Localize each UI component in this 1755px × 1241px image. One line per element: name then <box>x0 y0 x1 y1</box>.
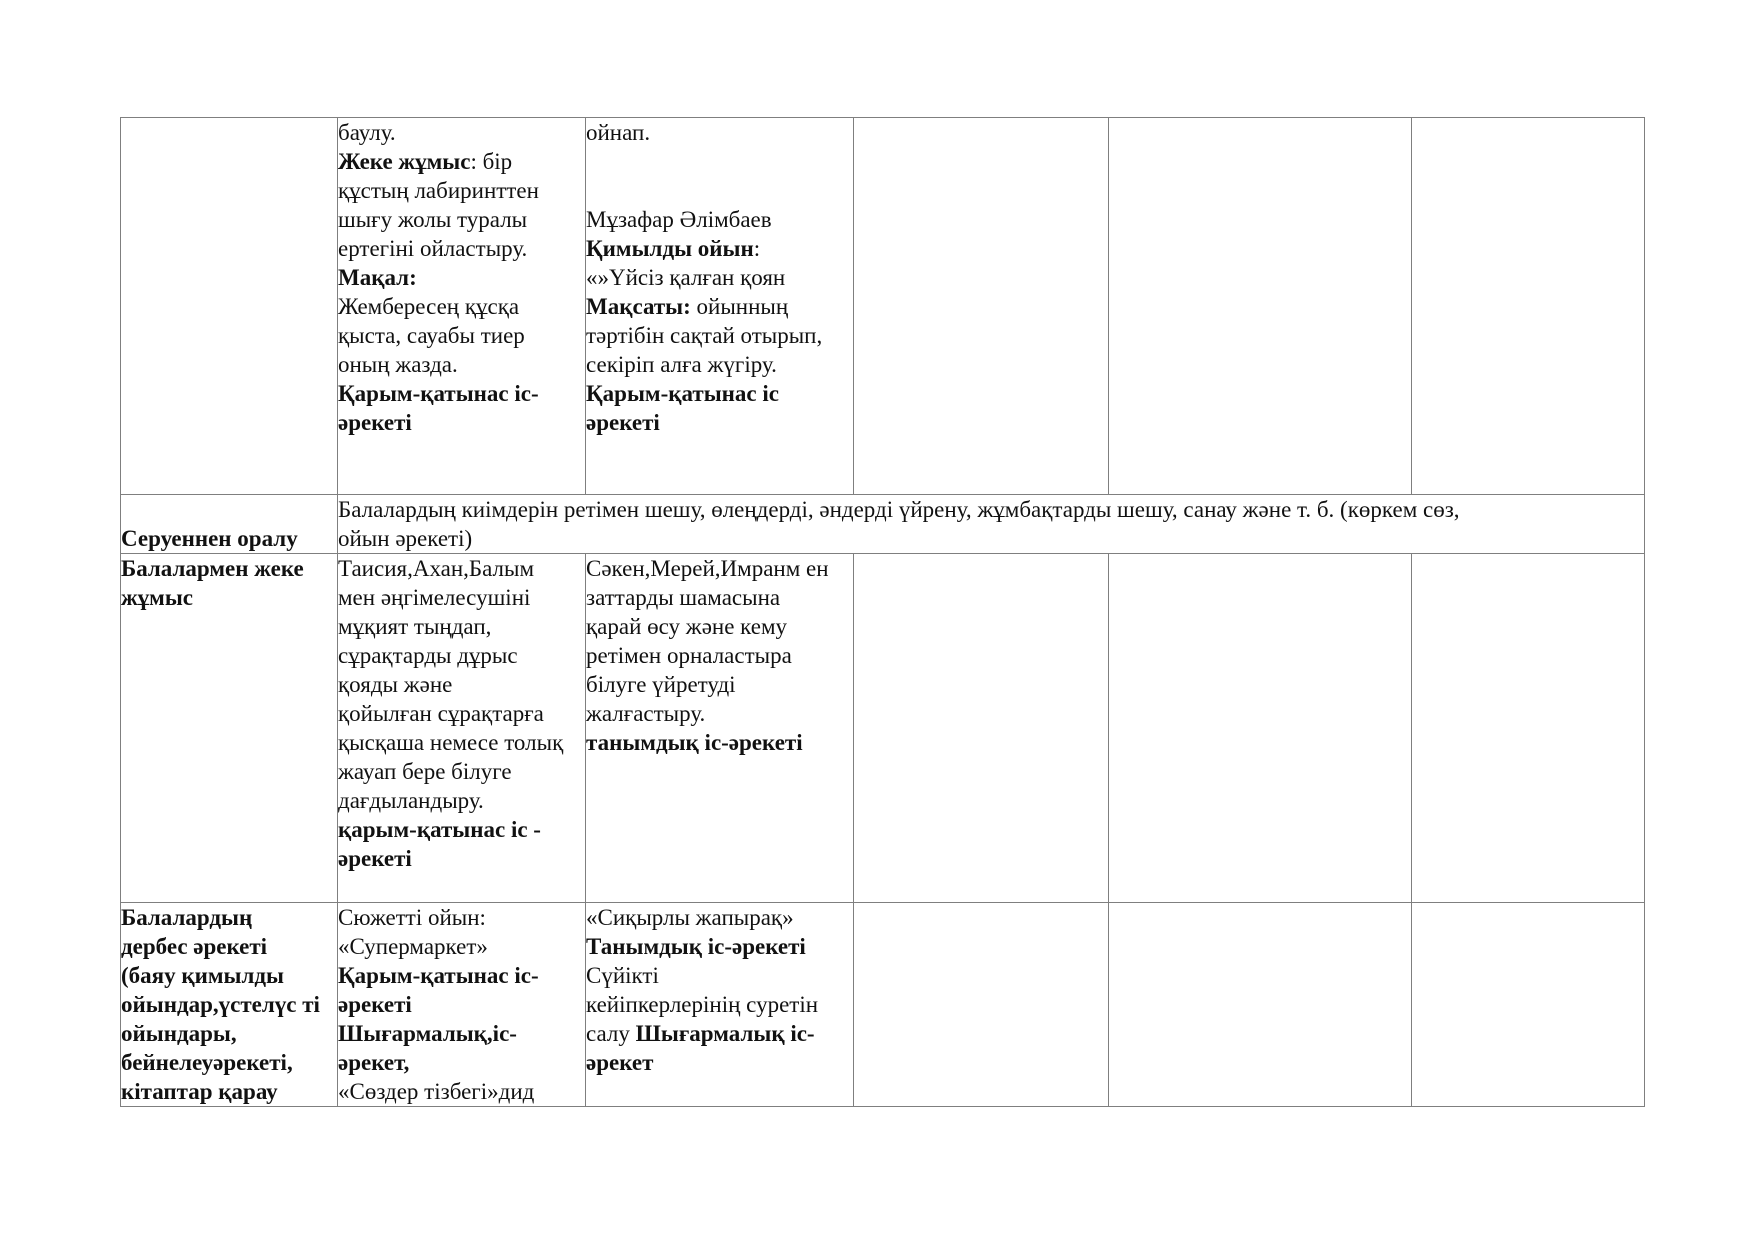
text-line <box>586 583 853 612</box>
activity-cell <box>586 903 854 1107</box>
text-line <box>586 350 853 379</box>
text-line <box>338 205 585 234</box>
text-run: қояды және <box>338 672 453 697</box>
text-run: Таисия,Ахан,Балым <box>338 556 535 581</box>
text-line <box>338 757 585 786</box>
row-label-cell <box>121 554 338 903</box>
table-row <box>121 903 1645 1107</box>
text-line <box>586 147 853 176</box>
text-line <box>338 844 585 873</box>
text-line <box>338 1019 585 1048</box>
empty-cell <box>854 903 1109 1107</box>
text-run: «Сөздер тізбегі»дид <box>338 1079 535 1104</box>
row-label: ойындары, <box>121 1021 237 1046</box>
text-line <box>338 176 585 205</box>
text-line <box>586 118 853 147</box>
row-label-cell <box>121 495 338 554</box>
bold-text: Шығармалық іс- <box>635 1021 815 1046</box>
text-run: Сәкен,Мерей,Имранм ен <box>586 556 829 581</box>
empty-cell <box>1412 903 1645 1107</box>
bold-text: қарым-қатынас іс - <box>338 817 541 842</box>
text-line <box>338 234 585 263</box>
activity-cell <box>586 554 854 903</box>
text-line <box>586 728 853 757</box>
text-run: ертегіні ойластыру. <box>338 236 528 261</box>
bold-text: танымдық іс-әрекеті <box>586 730 803 755</box>
text-line <box>338 728 585 757</box>
text-run: оның жазда. <box>338 352 458 377</box>
text-line <box>586 903 853 932</box>
bold-text: Мақал: <box>338 265 417 290</box>
text-run: кейіпкерлерінің суретін <box>586 992 819 1017</box>
row-label: бейнелеуәрекеті, <box>121 1050 293 1075</box>
text-run: «Супермаркет» <box>338 934 488 959</box>
row-label: жұмыс <box>121 585 194 610</box>
table-row <box>121 495 1645 554</box>
text-line <box>338 379 585 408</box>
text-line <box>338 118 585 147</box>
bold-text: Қарым-қатынас іс- <box>338 963 539 988</box>
bold-text: Мақсаты: <box>586 294 691 319</box>
row-label: дербес әрекеті <box>121 934 268 959</box>
text-line <box>338 321 585 350</box>
text-line <box>586 379 853 408</box>
bold-text: Қарым-қатынас іс- <box>338 381 539 406</box>
text-line <box>338 1048 585 1077</box>
table-row <box>121 554 1645 903</box>
bold-text: Қарым-қатынас іс <box>586 381 779 406</box>
text-run: секіріп алға жүгіру. <box>586 352 777 377</box>
bold-text: әрекеті <box>338 846 412 871</box>
text-line <box>586 961 853 990</box>
text-line <box>586 554 853 583</box>
text-line <box>338 786 585 815</box>
empty-cell <box>1109 554 1412 903</box>
row-label: (баяу қимылды <box>121 963 284 988</box>
row-label: Балалардың <box>121 905 253 930</box>
row-label: Балалармен жеке <box>121 556 304 581</box>
text-line <box>338 612 585 641</box>
text-line <box>586 932 853 961</box>
text-line <box>586 205 853 234</box>
row-label: ойындар,үстелүс ті <box>121 992 320 1017</box>
row-label-cell <box>121 118 338 495</box>
text-line <box>586 408 853 437</box>
text-run: құстың лабиринттен <box>338 178 539 203</box>
activity-cell <box>338 903 586 1107</box>
bold-text: Танымдық іс-әрекеті <box>586 934 806 959</box>
text-run: мен әңгімелесушіні <box>338 585 531 610</box>
text-line <box>586 670 853 699</box>
text-run: қыста, сауабы тиер <box>338 323 525 348</box>
text-line <box>338 350 585 379</box>
text-run: шығу жолы туралы <box>338 207 528 232</box>
text-run: ойнап. <box>586 120 651 145</box>
empty-cell <box>1109 118 1412 495</box>
bold-text: әрекеті <box>586 410 660 435</box>
bold-text: әрекеті <box>338 992 412 1017</box>
empty-cell <box>854 554 1109 903</box>
activity-text: ойын әрекеті) <box>338 526 473 551</box>
text-line <box>338 699 585 728</box>
bold-text: Қимылды ойын <box>586 236 754 261</box>
text-line <box>586 990 853 1019</box>
text-line <box>338 961 585 990</box>
text-run: сұрақтарды дұрыс <box>338 643 518 668</box>
text-line <box>586 699 853 728</box>
text-line <box>338 815 585 844</box>
text-run: мұқият тыңдап, <box>338 614 492 639</box>
row-label-cell <box>121 903 338 1107</box>
merged-activity-cell <box>338 495 1645 554</box>
text-run: қысқаша немесе толық <box>338 730 564 755</box>
text-run: заттарды шамасына <box>586 585 781 610</box>
bold-text: әрекет, <box>338 1050 410 1075</box>
text-line <box>338 292 585 321</box>
row-label: Серуеннен оралу <box>121 526 298 551</box>
schedule-table <box>120 117 1645 1107</box>
bold-text: Шығармалық,іс- <box>338 1021 517 1046</box>
text-line <box>586 292 853 321</box>
text-line <box>586 321 853 350</box>
text-run: баулу. <box>338 120 396 145</box>
text-line <box>338 583 585 612</box>
text-line <box>338 641 585 670</box>
activity-cell <box>338 554 586 903</box>
text-line <box>338 263 585 292</box>
text-run: жалғастыру. <box>586 701 706 726</box>
text-line <box>338 670 585 699</box>
text-run: Сүйікті <box>586 963 659 988</box>
text-run: қарай өсу және кему <box>586 614 788 639</box>
empty-cell <box>1109 903 1412 1107</box>
text-line <box>586 234 853 263</box>
text-run: ретімен орналастыра <box>586 643 792 668</box>
text-run: «Сиқырлы жапырақ» <box>586 905 794 930</box>
text-run: салу <box>586 1021 636 1046</box>
text-line <box>338 1077 585 1106</box>
text-line <box>586 641 853 670</box>
text-run: Мұзафар Әлімбаев <box>586 207 772 232</box>
text-line <box>338 147 585 176</box>
text-run: «»Үйсіз қалған қоян <box>586 265 786 290</box>
text-run: Сюжетті ойын: <box>338 905 486 930</box>
text-line <box>338 932 585 961</box>
activity-text: Балалардың киімдерін ретімен шешу, өлеңдерді, әндерді үйрену, жұмбақтарды шешу, санау және т. б. (көркем сөз, <box>338 497 1460 522</box>
activity-cell <box>586 118 854 495</box>
text-line <box>586 1019 853 1048</box>
text-line <box>338 408 585 437</box>
text-run: білуге үйретуді <box>586 672 736 697</box>
text-run: тәртібін сақтай отырып, <box>586 323 823 348</box>
bold-text: әрекет <box>586 1050 654 1075</box>
activity-cell <box>338 118 586 495</box>
text-line <box>338 990 585 1019</box>
text-run: : бір <box>470 149 513 174</box>
text-run: ойынның <box>690 294 789 319</box>
text-run: Жембересең құсқа <box>338 294 520 319</box>
text-run: : <box>753 236 761 261</box>
text-run: қойылған сұрақтарға <box>338 701 544 726</box>
text-line <box>586 263 853 292</box>
text-run: дағдыландыру. <box>338 788 484 813</box>
bold-text: әрекеті <box>338 410 412 435</box>
text-line <box>586 176 853 205</box>
text-line <box>338 554 585 583</box>
text-line <box>586 1048 853 1077</box>
empty-cell <box>1412 118 1645 495</box>
text-run: жауап бере білуге <box>338 759 512 784</box>
table-row <box>121 118 1645 495</box>
text-line <box>586 612 853 641</box>
row-label: кітаптар қарау <box>121 1079 278 1104</box>
empty-cell <box>854 118 1109 495</box>
empty-cell <box>1412 554 1645 903</box>
bold-text: Жеке жұмыс <box>338 149 471 174</box>
text-line <box>338 903 585 932</box>
